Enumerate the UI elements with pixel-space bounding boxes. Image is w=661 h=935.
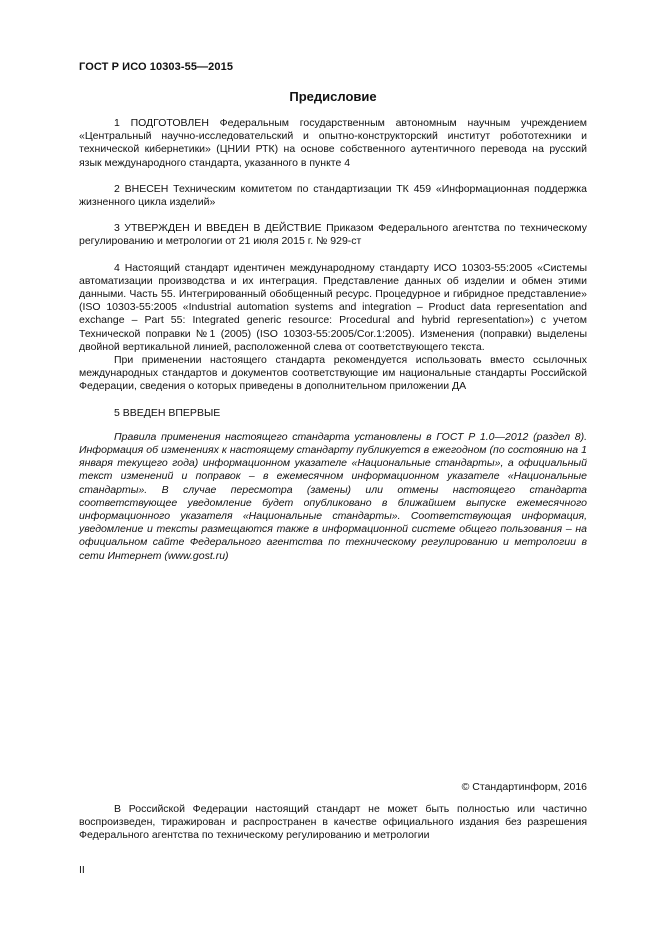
standard-id: ГОСТ Р ИСО 10303-55—2015: [79, 61, 234, 73]
legal-notice: В Российской Федерации настоящий стандарт не может быть полностью или частично воспроизведен, тиражирован и распространен в качестве официального издания без разрешения Федерального агентства по техническому регулированию и метрологии: [79, 803, 587, 842]
paragraph-first-introduced: 5 ВВЕДЕН ВПЕРВЫЕ: [114, 406, 221, 419]
preface-body: [79, 117, 587, 563]
page-number: II: [79, 864, 85, 876]
paragraph-application-rules: Правила применения настоящего стандарта установлены в ГОСТ Р 1.0—2012 (раздел 8). Информация об изменениях к настоящему стандарту публикуется в ежегодном (по состоянию на 1 января текущего года) информационном указателе «Национальные стандарты», а официальный текст изменений и поправок – в ежемесячном информационном указателе «Национальные стандарты». В случае пересмотра (замены) или отмены настоящего стандарта соответствующее уведомление будет опубликовано в ближайшем выпуске ежемесячного информационного указателя «Национальные стандарты». Соответствующая информация, уведомление и тексты размещаются также в информационной системе общего пользования – на официальном сайте Федерального агентства по техническому регулированию и метрологии в сети Интернет (www.gost.ru): [79, 430, 587, 562]
paragraph-prepared: 1 ПОДГОТОВЛЕН Федеральным государственным автономным научным учреждением «Центральный научно-исследовательский и опытно-конструкторский институт робототехники и технической кибернетики» (ЦНИИ РТК) на основе собственного аутентичного перевода на русский язык международного стандарта, указанного в пункте 4: [79, 117, 587, 169]
paragraph-introduced: 2 ВНЕСЕН Техническим комитетом по стандартизации ТК 459 «Информационная поддержка жизненного цикла изделий»: [79, 182, 587, 209]
paragraph-approved: 3 УТВЕРЖДЕН И ВВЕДЕН В ДЕЙСТВИЕ Приказом Федерального агентства по техническому регулированию и метрологии от 21 июля 2015 г. № 929-ст: [79, 222, 587, 248]
paragraph-references: При применении настоящего стандарта рекомендуется использовать вместо ссылочных международных стандартов и документов соответствующие им национальные стандарты Российской Федерации, сведения о которых приведены в дополнительном приложении ДА: [79, 354, 587, 393]
legal-notice-block: [79, 803, 587, 843]
paragraph-identical: 4 Настоящий стандарт идентичен международному стандарту ИСО 10303-55:2005 «Системы автоматизации производства и их интеграция. Представление данных об изделии и обмен этими данными. Часть 55. Интегрированный обобщенный ресурс. Процедурное и гибридное представление» (ISO 10303-55:2005 «Industrial automation systems and integration – Product data representation and exchange – Part 55: Integrated generic resource: Procedural and hybrid representation») с учетом Технической поправки №1 (2005) (ISO 10303-55:2005/Cor.1:2005). Изменения (поправки) выделены двойной вертикальной линией, расположенной слева от соответствующего текста.: [79, 261, 587, 353]
page-title: Предисловие: [289, 89, 377, 104]
copyright: © Стандартинформ, 2016: [461, 781, 587, 793]
